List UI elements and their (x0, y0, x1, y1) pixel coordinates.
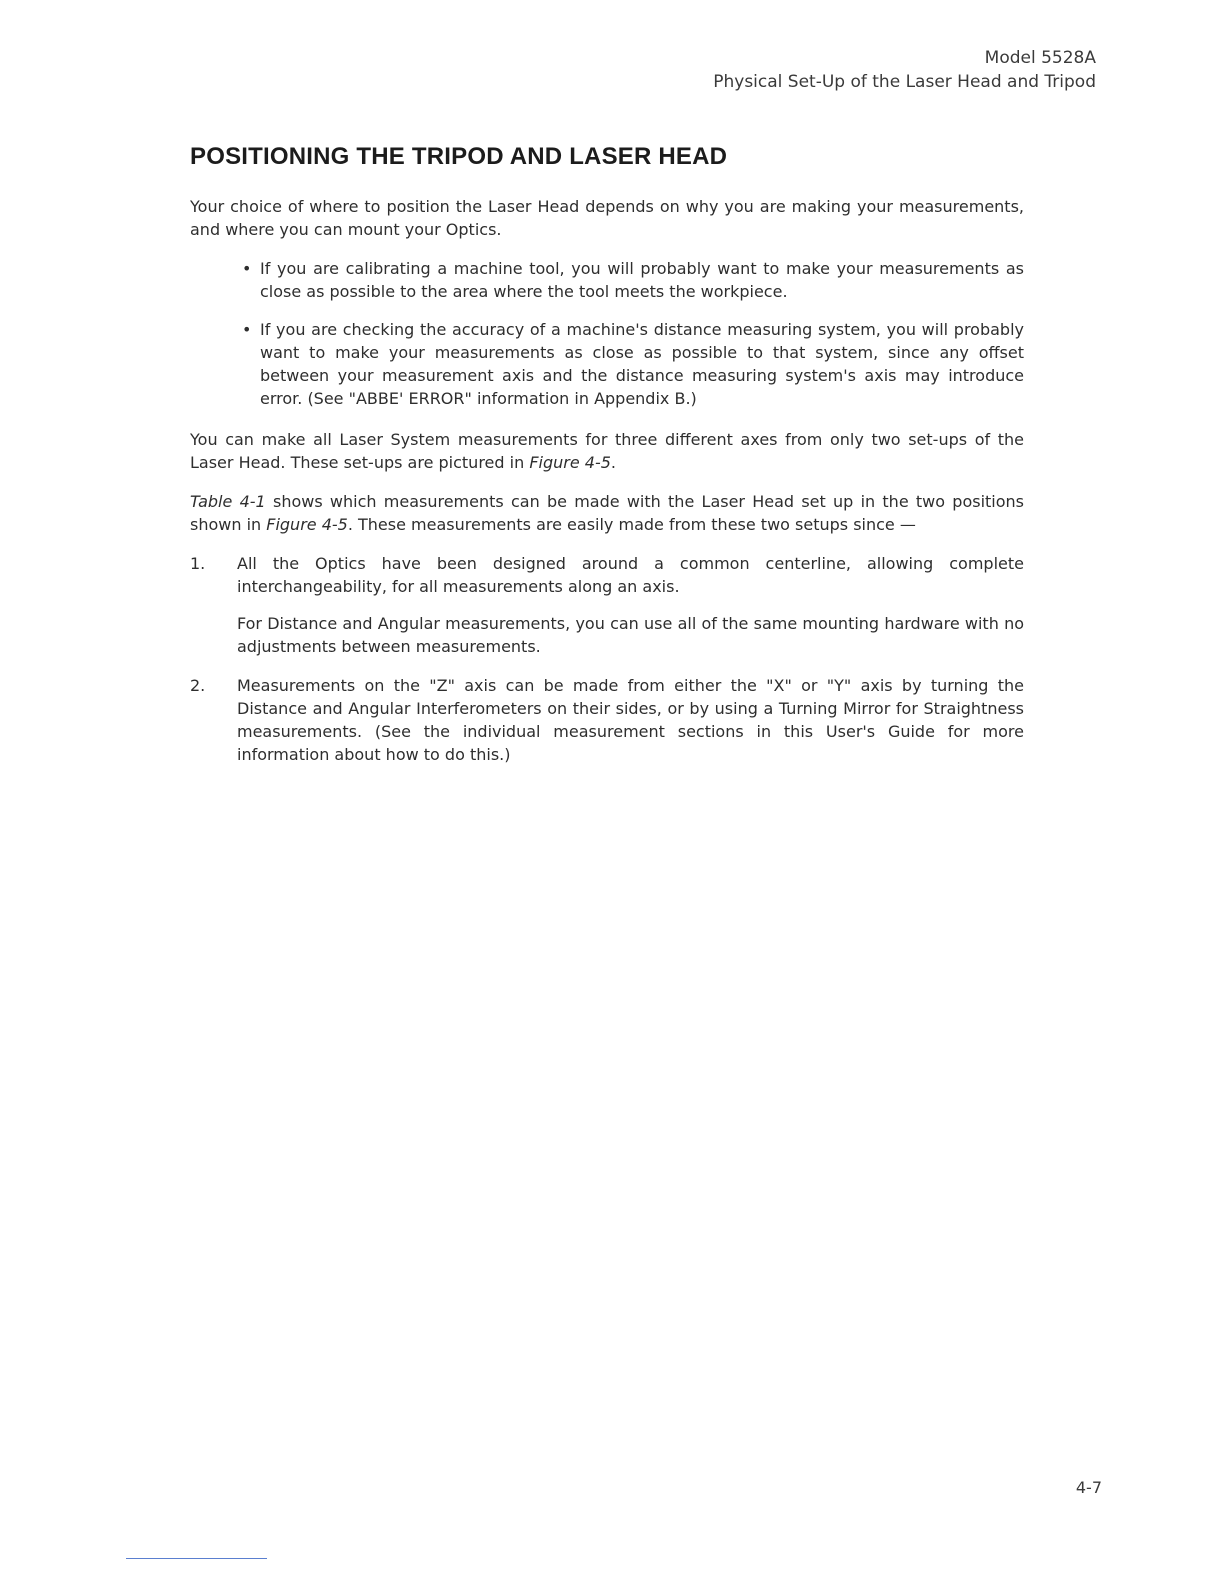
footer-rule (126, 1558, 267, 1559)
item-paragraph: All the Optics have been designed around a common centerline, allowing complete interchangeability, for all measurements along an axis. (237, 554, 1024, 596)
numbered-item (190, 552, 1024, 658)
bullet-text: If you are checking the accuracy of a machine's distance measuring system, you will probably want to make your measurements as close as possible to that system, since any offset between your measurement axis and the distance measuring system's axis may introduce error. (See "ABBE' ERROR" information in Appendix B.) (260, 320, 1024, 408)
body-content (190, 195, 1024, 782)
bullet-text: If you are calibrating a machine tool, you will probably want to make your measurements as close as possible to the area where the tool meets the workpiece. (260, 259, 1024, 301)
bullet-item (242, 318, 1024, 410)
bullet-dot-icon: • (242, 320, 252, 339)
running-header (713, 46, 1096, 94)
table-reference: Table 4-1 (190, 492, 266, 511)
figure-reference: Figure 4-5 (266, 515, 348, 534)
bullet-item (242, 257, 1024, 303)
table-paragraph (190, 490, 1024, 536)
table-text-a: shows which measurements can be made with the Laser Head set up in the two positions shown in (190, 492, 1025, 534)
item-paragraph: Measurements on the "Z" axis can be made from either the "X" or "Y" axis by turning the Distance and Angular Interferometers on their sides, or by using a Turning Mirror for Straightness measurements. (See the individual measurement sections in this User's Guide for more information about how to do this.) (237, 676, 1024, 764)
setups-paragraph (190, 428, 1024, 474)
numbered-list (190, 552, 1024, 766)
page-title: POSITIONING THE TRIPOD AND LASER HEAD (190, 143, 728, 170)
item-paragraph: For Distance and Angular measurements, you can use all of the same mounting hardware with no adjustments between measurements. (237, 614, 1024, 656)
page-number: 4-7 (1075, 1478, 1102, 1497)
bullet-list (190, 257, 1024, 410)
numbered-item (190, 674, 1024, 766)
item-number: 2. (190, 676, 206, 695)
item-number: 1. (190, 554, 206, 573)
setups-end: . (610, 453, 616, 472)
table-text-b: . These measurements are easily made from these two setups since — (347, 515, 916, 534)
setups-text: You can make all Laser System measurements for three different axes from only two set-ups of the Laser Head. These set-ups are pictured in (190, 430, 1024, 472)
intro-paragraph: Your choice of where to position the Laser Head depends on why you are making your measurements, and where you can mount your Optics. (190, 197, 1024, 239)
bullet-dot-icon: • (242, 259, 252, 278)
figure-reference: Figure 4-5 (529, 453, 611, 472)
header-model: Model 5528A (984, 48, 1096, 68)
header-section: Physical Set-Up of the Laser Head and Tripod (713, 72, 1096, 92)
